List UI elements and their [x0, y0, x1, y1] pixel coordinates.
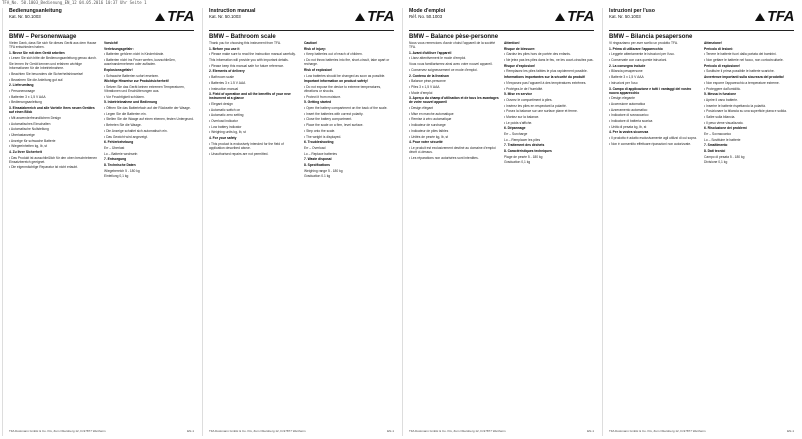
manual-line: • Unités de pesée kg, lb, st — [409, 134, 449, 139]
footer-address: TFA Dostmann GmbH & Co. KG, Zum Ottersberg 12, D-97877 Wertheim — [9, 429, 106, 434]
footer-page-number: EN-1 — [587, 429, 594, 434]
manual-line: • Setzen Sie das Gerät keinen extremen Temperaturen, Vibrationen und Erschütterungen aus. — [104, 84, 185, 93]
manual-line: • Beachten Sie besonders die Sicherheitshinweise! — [9, 71, 84, 76]
manual-line: • Place the scale on a firm, level surface. — [304, 123, 364, 128]
page-body — [409, 41, 594, 166]
manual-line: • Bilancia pesapersone — [609, 69, 643, 74]
manual-line: Risque d'explosion! — [504, 63, 536, 68]
manual-line: • Montez sur la balance. — [504, 114, 540, 119]
manual-line: • Open the battery compartment on the back of the scale. — [304, 106, 388, 111]
manual-line: • Do not throw batteries into fire, short-circuit, take apart or recharge. — [304, 58, 390, 67]
manual-page — [602, 8, 800, 436]
manual-line: • Elegant design — [209, 101, 233, 106]
manual-line: • Anzeige für schwache Batterie — [9, 138, 56, 143]
manual-line: Campo di pesata 5 - 180 kg — [704, 154, 745, 159]
manual-line: Vorsicht! — [104, 41, 119, 45]
manual-line: Important information on product safety! — [304, 79, 368, 84]
manual-line: 1. Bevor Sie mit dem Gerät arbeiten — [9, 50, 65, 55]
text-column-left — [609, 41, 699, 166]
manual-line: Err – Sovraccarico — [704, 132, 732, 136]
manual-line: • Indicatore di sovraccarico — [609, 113, 649, 118]
manual-line: Informations importantes sur la sécurité du produit! — [504, 75, 586, 80]
manual-line: • Leggete attentamente le istruzioni per l'uso. — [609, 52, 675, 57]
footer-page-number: EN-1 — [387, 429, 394, 434]
manual-line: • Aprire il vano batterie. — [704, 97, 738, 102]
manual-line: Pericolo di esplosione! — [704, 63, 741, 68]
logo-triangle-icon — [355, 13, 365, 21]
page-title: Instruction manual — [209, 8, 256, 14]
manual-line: • Step onto the scale. — [304, 128, 336, 133]
manual-line: • Tenere le batterie fuori dalla portata dei bambini. — [704, 52, 777, 57]
page-header — [609, 8, 794, 31]
manual-line: Explosionsgefahr! — [104, 67, 133, 72]
manual-line: 2. Elements of delivery — [209, 69, 245, 74]
manual-line: Vi ringraziamo per aver scelto un prodotto TFA. — [609, 41, 678, 45]
tfa-logo: TFA — [755, 8, 794, 26]
manual-line: Lo – Sostituire le batterie — [704, 137, 741, 142]
product-title: BMW – Bathroom scale — [209, 34, 276, 40]
manual-line: 5. Mise en service — [504, 92, 533, 97]
manual-line: Vous vous familiariserez ainsi avec votre nouvel appareil. — [409, 62, 493, 67]
manual-line: • Accensione automatica — [609, 101, 645, 106]
manual-line: • Protégez-le de l'humidité. — [504, 86, 544, 91]
manual-line: • Automatische Nullstellung — [9, 127, 49, 132]
manual-line: 6. Dépannage — [504, 126, 526, 131]
manual-line: • Personenwaage — [9, 89, 35, 93]
manual-line: 5. Inbetriebnahme und Bedienung — [104, 100, 158, 105]
manual-line: • Bathroom scale — [209, 75, 234, 80]
manual-line: • Unauthorised repairs are not permitted. — [209, 151, 269, 156]
text-column-right — [104, 41, 194, 180]
manual-line: • Conservez soigneusement ce mode d'emploi. — [409, 67, 478, 72]
manual-line: • Posez la balance sur une surface plane et ferme. — [504, 109, 578, 114]
product-title: BMW – Personenwaage — [9, 34, 77, 40]
manual-line: • Weighing units kg, lb, st — [209, 130, 246, 135]
page-footer — [9, 430, 194, 434]
manual-line: Sie lernen Ihr Gerät kennen und erfahren wichtige Informationen für die Inbetriebnahme. — [9, 62, 82, 71]
manual-line: Verletzungsgefahr: — [104, 46, 134, 51]
manual-line: • Salire sulla bilancia. — [704, 114, 736, 119]
manual-line: • Legen Sie die Batterien ein. — [104, 111, 147, 116]
manual-line: Divisione 0,1 kg — [704, 160, 728, 165]
manual-line: 6. Troubleshooting — [304, 140, 334, 145]
manual-line: • Posizionare la bilancia su una superficie piana e solida. — [704, 109, 787, 114]
article-number: Kat. Nr. 50.1003 — [209, 14, 241, 19]
text-column-right — [704, 41, 794, 166]
manual-line: • Piles 3 x 1,5 V AAA — [409, 84, 440, 89]
manual-line: • Instruction manual — [209, 86, 239, 91]
footer-address: TFA Dostmann GmbH & Co. KG, Zum Ottersberg 12, D-97877 Wertheim — [209, 429, 306, 434]
manual-line: 7. Entsorgung — [104, 157, 127, 162]
manual-line: 1. Before you use it — [209, 46, 240, 51]
manual-line: Weighing range 5 - 180 kg — [304, 168, 343, 173]
manual-line: 1. Avant d'utiliser l'appareil — [409, 50, 452, 55]
manual-line: Err – Überlast — [104, 145, 125, 150]
manual-line: • Batteries 3 x 1.5 V AAA — [209, 80, 246, 85]
manual-line: 2. La consegna include — [609, 63, 646, 68]
print-header-strip: TFA_No. 50.1003_Bedienung_EN_12 04.05.2016 10:37 Uhr Seite 1 — [2, 0, 147, 5]
manual-line: 8. Caractéristiques techniques — [504, 149, 552, 154]
page-title: Istruzioni per l'uso — [609, 8, 655, 14]
manual-line: Attenzione! — [704, 41, 722, 45]
page-footer — [209, 430, 394, 434]
manual-line: • Insérez les piles en respectant la polarité. — [504, 103, 567, 108]
manual-line: Plage de pesée 5 - 180 kg — [504, 154, 543, 159]
manual-line: 4. For your safety — [209, 136, 237, 141]
manual-line: • Azzeramento automatico — [609, 107, 648, 112]
manual-line: 7. Traitement des déchets — [504, 143, 545, 148]
manual-line: • Please keep this manual safe for future reference. — [209, 63, 285, 68]
manual-line: 8. Specifications — [304, 162, 331, 167]
manual-line: • Indicateur de surcharge — [409, 123, 446, 128]
manual-line: • Schwache Batterien sofort ersetzen. — [104, 73, 160, 78]
manual-line: Caution! — [304, 41, 318, 45]
page-body — [9, 41, 194, 180]
manual-line: • Das Gewicht wird angezeigt. — [104, 134, 148, 139]
manual-line: • Das Produkt ist ausschließlich für den oben beschriebenen Einsatzbereich geeignet. — [9, 155, 98, 164]
manual-line: Pericolo di lesioni: — [704, 46, 734, 51]
manual-line: Graduation 0,1 kg — [504, 160, 531, 165]
tfa-logo: TFA — [355, 8, 394, 26]
page-title: Bedienungsanleitung — [9, 8, 62, 14]
manual-line: • Inserire le batterie rispettando la polarità. — [704, 103, 766, 108]
page-header — [409, 8, 594, 31]
text-column-left — [9, 41, 99, 180]
page-header — [209, 8, 394, 31]
page-footer — [409, 430, 594, 434]
manual-line: • Keep batteries out of reach of children. — [304, 52, 363, 57]
manual-line: • Non gettare le batterie nel fuoco, non cortocircuitarle. — [704, 58, 784, 63]
manual-line: • Protect it from moisture. — [304, 94, 342, 99]
manual-line: • Wiegeeinheiten kg, lb, st — [9, 144, 47, 149]
manual-line: • Automatic zero setting — [209, 113, 244, 118]
manual-line: 6. Fehlerbehebung — [104, 140, 134, 145]
manual-page — [2, 8, 200, 436]
manual-line: • Conservate con cura queste istruzioni. — [609, 58, 668, 63]
text-column-right — [304, 41, 394, 180]
manual-line: • Close the battery compartment. — [304, 117, 353, 122]
manual-line: 5. Messa in funzione — [704, 92, 737, 97]
manual-line: Graduation 0.1 kg — [304, 174, 331, 179]
manual-line: • N'exposez pas l'appareil à des températures extrêmes. — [504, 80, 587, 85]
manual-line: • Batterie 3 x 1,5 V AAA — [609, 75, 644, 80]
footer-page-number: EN-1 — [187, 429, 194, 434]
manual-line: • Unità di pesata kg, lb, st — [609, 124, 647, 129]
manual-page — [402, 8, 600, 436]
manual-line: • Remise à zéro automatique — [409, 117, 452, 122]
manual-line: • Gardez les piles hors de portée des enfants. — [504, 52, 571, 57]
page-body — [609, 41, 794, 166]
manual-line: • Bedienungsanleitung — [9, 100, 42, 105]
manual-line: • Il peso viene visualizzato. — [704, 120, 744, 125]
manual-line: 7. Smaltimento — [704, 143, 728, 148]
manual-line: • Il prodotto è adatto esclusivamente agli utilizzi di cui sopra. — [609, 136, 697, 141]
manual-line: 6. Risoluzione dei problemi — [704, 126, 747, 131]
article-number: Réf. No. 50.1003 — [409, 14, 443, 19]
manual-line: • Indicateur de piles faibles — [409, 128, 449, 133]
manual-line: • Batterien 3 x 1,5 V AAA — [9, 94, 46, 99]
product-title: BMW – Balance pèse-personne — [409, 34, 499, 40]
manual-line: Wiegebereich 5 - 180 kg — [104, 168, 140, 173]
manual-line: • Do not expose the device to extreme temperatures, vibrations or shocks. — [304, 84, 382, 93]
manual-line: • Stellen Sie die Waage auf einen ebenen, festen Untergrund. — [104, 117, 194, 122]
manual-line: Risk of explosion! — [304, 67, 333, 72]
manual-line: • Design elegante — [609, 96, 635, 101]
manual-line: • Low batteries should be changed as soon as possible. — [304, 73, 386, 78]
manual-line: • Design élégant — [409, 106, 434, 111]
manual-line: Attention! — [504, 41, 520, 45]
manual-line: 5. Getting started — [304, 100, 332, 105]
tfa-logo: TFA — [155, 8, 194, 26]
manual-line: 4. Per la vostra sicurezza — [609, 130, 649, 135]
manual-line: • Indicatore di batteria scarica — [609, 119, 653, 124]
manual-line: Lo – Replace batteries — [304, 151, 337, 156]
manual-line: • Vor Feuchtigkeit schützen. — [104, 94, 145, 99]
manual-line: Vielen Dank, dass Sie sich für dieses Gerät aus dem Hause TFA entschieden haben. — [9, 41, 97, 50]
manual-line: 8. Dati tecnici — [704, 149, 726, 154]
manual-line: Thank you for choosing this instrument from TFA. — [209, 41, 281, 45]
manual-line: • Mise en marche automatique — [409, 111, 454, 116]
manual-line: • Le poids s'affiche. — [504, 120, 533, 125]
page-title: Mode d'emploi — [409, 8, 446, 14]
manual-line: • Die eigenmächtige Reparatur ist nicht erlaubt. — [9, 165, 78, 170]
manual-line: • Sostituire il prima possibile le batterie scariche. — [704, 69, 775, 74]
manual-line: • Ouvrez le compartiment à piles. — [504, 97, 553, 102]
manual-line: • Remplacez les piles faibles le plus rapidement possible. — [504, 69, 588, 74]
manual-line: • Automatisches Einschalten — [9, 121, 51, 126]
manual-line: Err – Overload — [304, 145, 326, 150]
manual-line: • Mit anwenderfreundlichem Design — [9, 115, 61, 120]
article-number: Kat. Nr. 50.1003 — [9, 14, 41, 19]
page-header — [9, 8, 194, 31]
manual-line: 1. Prima di utilizzare l'apparecchio — [609, 46, 663, 51]
manual-line: 3. Einsatzbereich und alle Vorteile Ihres neuen Gerätes auf einen Blick — [9, 106, 95, 115]
manual-line: • Überlastanzeige — [9, 132, 35, 137]
manual-line: • Istruzioni per l'uso — [609, 80, 638, 85]
manual-line: • Betreten Sie die Waage. — [104, 123, 142, 128]
manual-line: • Non esporre l'apparecchio a temperature estreme. — [704, 80, 780, 85]
manual-line: • Automatic switch on — [209, 107, 241, 112]
manual-line: • Please make sure to read the instruction manual carefully. — [209, 52, 296, 57]
manual-line: 7. Waste disposal — [304, 157, 332, 162]
page-body — [209, 41, 394, 180]
manual-line: Einteilung 0,1 kg — [104, 174, 129, 179]
logo-triangle-icon — [555, 13, 565, 21]
manual-line: 4. Zu Ihrer Sicherheit — [9, 149, 42, 154]
manual-line: • Batterien gehören nicht in Kinderhände. — [104, 52, 165, 57]
manual-line: 8. Technische Daten — [104, 162, 136, 167]
manual-line: • Les réparations non autorisées sont interdites. — [409, 155, 479, 160]
manual-line: 3. Campo di applicazione e tutti i vantaggi del vostro nuovo apparecchio — [609, 86, 692, 95]
manual-line: Lo – Remplacer les piles — [504, 137, 541, 142]
manual-line: Risk of injury: — [304, 46, 326, 51]
manual-line: 3. Field of operation and all the benefits of your new instrument at a glance — [209, 92, 291, 101]
text-column-right — [504, 41, 594, 166]
manual-line: • Low battery indicator — [209, 124, 242, 129]
manual-line: 2. Contenu de la livraison — [409, 73, 449, 78]
manual-line: 2. Lieferumfang — [9, 83, 34, 88]
manual-line: Nous vous remercions d'avoir choisi l'appareil de la société TFA. — [409, 41, 496, 50]
page-footer — [609, 430, 794, 434]
manual-line: • Non è consentito effettuare riparazioni non autorizzate. — [609, 141, 692, 146]
article-number: Kat. Nr. 50.1003 — [609, 14, 641, 19]
manual-line: 4. Pour votre sécurité — [409, 140, 443, 145]
manual-line: • Insert the batteries with correct polarity. — [304, 111, 364, 116]
manual-line: • Batterien nicht ins Feuer werfen, kurzschließen, auseinandernehmen oder aufladen. — [104, 58, 176, 67]
manual-line: • Ne jetez pas les piles dans le feu, ne les court-circuitez pas. — [504, 58, 594, 63]
manual-line: 3. Aperçu du champ d'utilisation et de tous les avantages de votre nouvel appareil — [409, 96, 499, 105]
manual-line: • Lesen Sie sich bitte die Bedienungsanleitung genau durch. — [9, 56, 97, 61]
footer-address: TFA Dostmann GmbH & Co. KG, Zum Ottersberg 12, D-97877 Wertheim — [409, 429, 506, 434]
manual-line: • Le produit est exclusivement destiné au domaine d'emploi décrit ci-dessus. — [409, 145, 496, 154]
manual-line: Err – Surcharge — [504, 132, 528, 136]
logo-triangle-icon — [155, 13, 165, 21]
text-column-left — [409, 41, 499, 166]
manual-line: • This product is exclusively intended for the field of application described above. — [209, 141, 284, 150]
footer-page-number: EN-1 — [787, 429, 794, 434]
text-column-left — [209, 41, 299, 180]
manual-line: • Öffnen Sie das Batteriefach auf der Rückseite der Waage. — [104, 106, 191, 111]
product-title: BMW – Bilancia pesapersone — [609, 34, 693, 40]
logo-triangle-icon — [755, 13, 765, 21]
manual-line: • The weight is displayed. — [304, 134, 342, 139]
manual-page — [202, 8, 400, 436]
manual-line: • Balance pèse-personne — [409, 79, 446, 84]
manual-line: • Die Anzeige schaltet sich automatisch ein. — [104, 128, 168, 133]
manual-line: Wichtige Hinweise zur Produktsicherheit! — [104, 79, 169, 84]
manual-line: This information will provide you with important details. — [209, 58, 289, 63]
manual-line: • Proteggere dall'umidità. — [704, 86, 741, 91]
manual-line: • Overload indicator — [209, 119, 238, 124]
manual-line: • Lisez attentivement le mode d'emploi. — [409, 56, 467, 61]
manual-line: • Mode d'emploi — [409, 90, 433, 95]
manual-line: Risque de blessure: — [504, 46, 536, 51]
manual-line: • Bewahren Sie die Anleitung gut auf. — [9, 77, 64, 82]
tfa-logo: TFA — [555, 8, 594, 26]
footer-address: TFA Dostmann GmbH & Co. KG, Zum Ottersberg 12, D-97877 Wertheim — [609, 429, 706, 434]
manual-line: Avvertenze importanti sulla sicurezza del prodotto! — [704, 75, 784, 80]
manual-line: Lo – Batterie wechseln — [104, 151, 138, 156]
